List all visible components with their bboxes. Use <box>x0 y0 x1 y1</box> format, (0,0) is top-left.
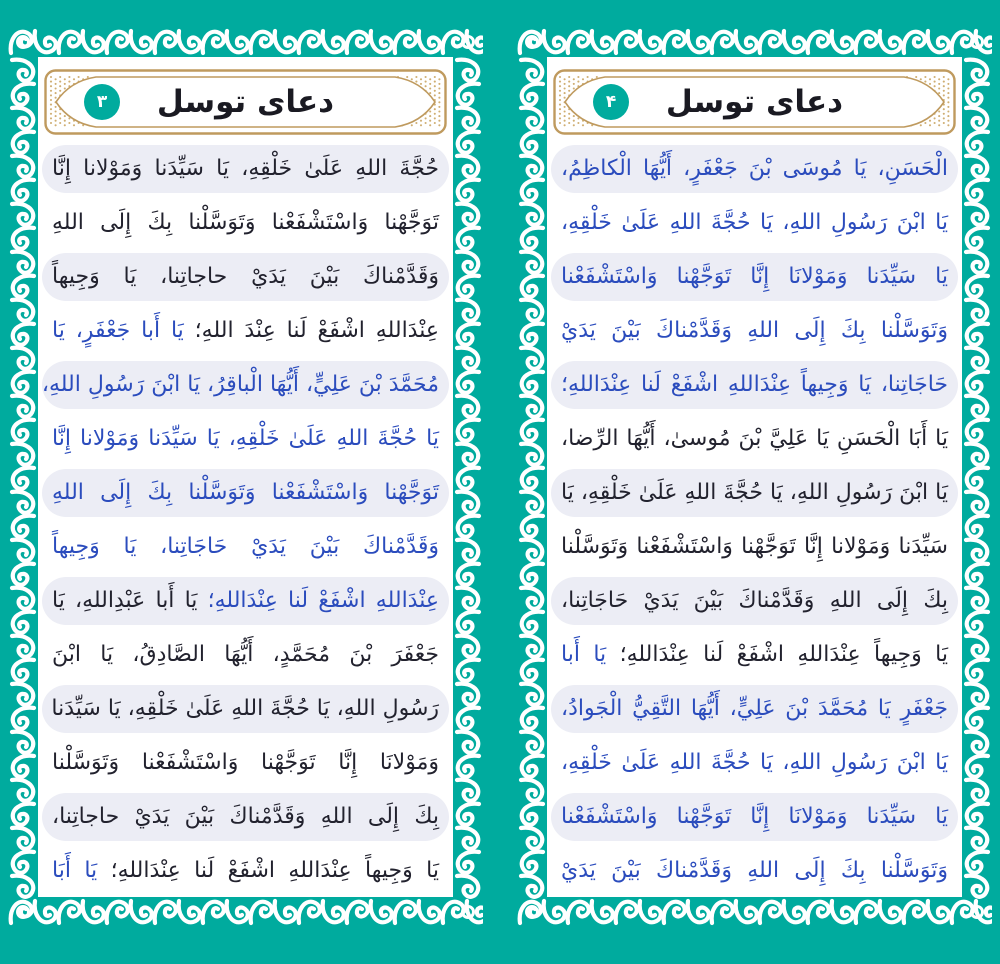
prayer-line <box>551 199 958 247</box>
prayer-line-text <box>52 793 439 841</box>
prayer-segment: جَعْفَرَ بْنَ مُحَمَّدٍ، أَيُّهَا الصَّادِقُ، يَا ابْنَ <box>52 642 439 667</box>
prayer-segment: يَا ابْنَ رَسُولِ اللهِ، يَا حُجَّةَ اللهِ عَلَىٰ خَلْقِهِ، <box>561 750 948 775</box>
prayer-line <box>42 847 449 895</box>
prayer-line <box>551 253 958 301</box>
prayer-line-text <box>52 253 439 301</box>
prayer-line <box>551 523 958 571</box>
prayer-line <box>42 415 449 463</box>
prayer-segment: يَا وَجِيهاً عِنْدَاللهِ اشْفَعْ لَنا عِنْدَاللهِ؛ <box>110 858 439 883</box>
prayer-line <box>42 469 449 517</box>
prayer-segment: يَا أَبَا الْحَسَنِ يَا عَلِيَّ بْنَ مُوسىٰ، أَيُّهَا الرِّضا، <box>561 426 948 451</box>
prayer-line-text <box>561 739 948 787</box>
page-4 <box>517 27 992 927</box>
prayer-segment: وَتَوَسَّلْنا بِكَ إِلَى اللهِ وَقَدَّمْناكَ بَيْنَ يَدَيْ <box>561 318 948 343</box>
page-title: دعای توسل <box>665 84 844 120</box>
prayer-segment: سَيِّدَنا وَمَوْلانا إِنَّا تَوَجَّهْنا وَاسْتَشْفَعْنا وَتَوَسَّلْنا <box>561 534 948 559</box>
prayer-segment: حُجَّةَ اللهِ عَلَىٰ خَلْقِهِ، يَا سَيِّدَنا وَمَوْلانا إِنَّا <box>52 156 439 181</box>
prayer-line-text <box>561 793 948 841</box>
prayer-segment: يَا أَبَا <box>52 858 98 883</box>
prayer-segment: وَمَوْلانَا إِنَّا تَوَجَّهْنا وَاسْتَشْفَعْنا وَتَوَسَّلْنا <box>52 750 439 775</box>
prayer-line-text <box>561 469 948 517</box>
prayer-line <box>551 361 958 409</box>
prayer-line-text <box>561 685 948 733</box>
prayer-segment: رَسُولِ اللهِ، يَا حُجَّةَ اللهِ عَلَىٰ خَلْقِهِ، يَا سَيِّدَنا <box>51 696 439 721</box>
prayer-line <box>551 577 958 625</box>
prayer-line-text <box>52 199 439 247</box>
prayer-line <box>551 847 958 895</box>
prayer-segment: حَاجَاتِنا، يَا وَجِيهاً عِنْدَاللهِ اشْفَعْ لَنا عِنْدَاللهِ؛ <box>561 372 948 397</box>
prayer-line-text <box>52 469 439 517</box>
prayer-text-block <box>42 145 449 895</box>
prayer-segment: يَا سَيِّدَنا وَمَوْلانَا إِنَّا تَوَجَّهْنا وَاسْتَشْفَعْنا <box>561 804 948 829</box>
prayer-line <box>42 523 449 571</box>
page-header <box>44 69 447 135</box>
prayer-line-text <box>52 145 439 193</box>
prayer-segment: الْحَسَنِ، يَا مُوسَى بْنَ جَعْفَرٍ، أَيُّهَا الْكاظِمُ، <box>561 156 948 181</box>
prayer-line <box>42 145 449 193</box>
prayer-line-text <box>52 847 439 895</box>
prayer-segment: يَا أَبا <box>561 642 607 667</box>
prayer-line-text <box>41 361 439 409</box>
prayer-segment: يَا أَبا جَعْفَرٍ، يَا <box>52 318 184 343</box>
prayer-line-text <box>561 145 948 193</box>
prayer-line <box>42 631 449 679</box>
prayer-line-text <box>561 415 948 463</box>
prayer-line <box>551 631 958 679</box>
prayer-line <box>551 469 958 517</box>
prayer-line <box>42 739 449 787</box>
page-3 <box>8 27 483 927</box>
prayer-segment: بِكَ إِلَى اللهِ وَقَدَّمْناكَ بَيْنَ يَدَيْ حاجاتِنا، <box>52 804 439 829</box>
prayer-segment: بِكَ إِلَى اللهِ وَقَدَّمْناكَ بَيْنَ يَدَيْ حَاجَاتِنا، <box>561 588 948 613</box>
prayer-line-text <box>52 685 439 733</box>
prayer-line-text <box>561 523 948 571</box>
prayer-segment: جَعْفَرٍ يَا مُحَمَّدَ بْنَ عَلِيٍّ، أَيُّهَا التَّقِيُّ الْجَوادُ، <box>561 696 948 721</box>
prayer-segment: عِنْدَاللهِ اشْفَعْ لَنا عِنْدَاللهِ؛ <box>207 588 439 613</box>
prayer-line-text <box>561 631 948 679</box>
prayer-segment: يَا أَبا عَبْدِاللهِ، يَا <box>52 588 198 613</box>
prayer-line <box>551 415 958 463</box>
prayer-line <box>42 199 449 247</box>
prayer-line <box>42 577 449 625</box>
prayer-segment: تَوَجَّهْنا وَاسْتَشْفَعْنا وَتَوَسَّلْنا بِكَ إِلَى اللهِ <box>52 210 439 235</box>
prayer-line <box>551 145 958 193</box>
prayer-line-text <box>561 253 948 301</box>
prayer-line <box>42 685 449 733</box>
prayer-line-text <box>52 631 439 679</box>
prayer-line-text <box>561 577 948 625</box>
prayer-line <box>42 253 449 301</box>
prayer-segment: وَتَوَسَّلْنا بِكَ إِلَى اللهِ وَقَدَّمْناكَ بَيْنَ يَدَيْ <box>561 858 948 883</box>
prayer-line-text <box>561 199 948 247</box>
page-number: ۳ <box>96 91 108 112</box>
prayer-segment: يَا ابْنَ رَسُولِ اللهِ، يَا حُجَّةَ اللهِ عَلَىٰ خَلْقِهِ، يَا <box>561 480 948 505</box>
prayer-segment: عِنْدَاللهِ اشْفَعْ لَنا عِنْدَ اللهِ؛ <box>194 318 439 343</box>
prayer-line <box>42 307 449 355</box>
prayer-line-text <box>561 307 948 355</box>
prayer-line-text <box>561 847 948 895</box>
prayer-segment: يَا وَجِيهاً عِنْدَاللهِ اشْفَعْ لَنا عِنْدَاللهِ؛ <box>619 642 948 667</box>
prayer-segment: تَوَجَّهْنا وَاسْتَشْفَعْنا وَتَوَسَّلْنا بِكَ إِلَى اللهِ <box>52 480 439 505</box>
prayer-segment: يَا سَيِّدَنا وَمَوْلانَا إِنَّا تَوَجَّهْنا وَاسْتَشْفَعْنا <box>561 264 948 289</box>
prayer-segment: مُحَمَّدَ بْنَ عَلِيٍّ، أَيُّهَا الْباقِرُ، يَا ابْنَ رَسُولِ اللهِ، <box>41 372 439 397</box>
prayer-line-text <box>52 739 439 787</box>
prayer-line <box>42 793 449 841</box>
page-header <box>553 69 956 135</box>
prayer-line-text <box>52 577 439 625</box>
prayer-line-text <box>52 307 439 355</box>
prayer-line-text <box>52 415 439 463</box>
prayer-line <box>42 361 449 409</box>
prayer-line-text <box>52 523 439 571</box>
prayer-line <box>551 739 958 787</box>
prayer-line-text <box>561 361 948 409</box>
prayer-line <box>551 793 958 841</box>
prayer-segment: يَا ابْنَ رَسُولِ اللهِ، يَا حُجَّةَ اللهِ عَلَىٰ خَلْقِهِ، <box>561 210 948 235</box>
prayer-text-block <box>551 145 958 895</box>
prayer-segment: وَقَدَّمْناكَ بَيْنَ يَدَيْ حاجاتِنا، يَا وَجِيهاً <box>52 264 439 289</box>
prayer-segment: وَقَدَّمْناكَ بَيْنَ يَدَيْ حَاجَاتِنا، يَا وَجِيهاً <box>52 534 439 559</box>
prayer-segment: يَا حُجَّةَ اللهِ عَلَىٰ خَلْقِهِ، يَا سَيِّدَنا وَمَوْلانا إِنَّا <box>52 426 439 451</box>
page-title: دعای توسل <box>156 84 335 120</box>
prayer-line <box>551 307 958 355</box>
page-number: ۴ <box>605 91 617 112</box>
prayer-line <box>551 685 958 733</box>
